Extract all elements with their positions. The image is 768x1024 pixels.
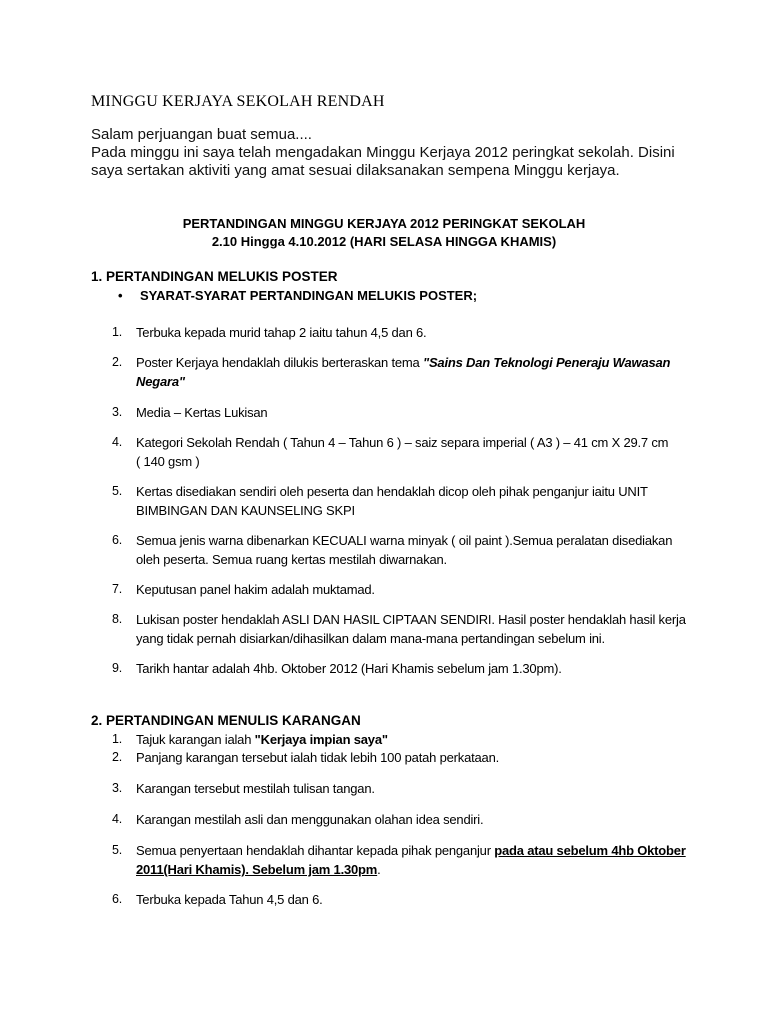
item-text: Terbuka kepada Tahun 4,5 dan 6. [136,892,323,907]
item-text: Lukisan poster hendaklah ASLI DAN HASIL CIPTAAN SENDIRI. Hasil poster hendaklah hasil kerja [136,612,686,627]
item-number: 2. [112,750,123,764]
item-number: 3. [112,781,123,795]
theme-text: "Sains Dan Teknologi Peneraju Wawasan [423,355,671,370]
section-1-bullet [118,288,477,303]
item-text: Media – Kertas Lukisan [136,405,268,420]
section-2-title: 2. PERTANDINGAN MENULIS KARANGAN [91,713,361,728]
item-number: 9. [112,661,123,675]
item-number: 1. [112,325,123,339]
item-number: 5. [112,843,123,857]
item-text: Poster Kerjaya hendaklah dilukis berteraskan tema [136,355,423,370]
item-text: Karangan mestilah asli dan menggunakan olahan idea sendiri. [136,812,484,827]
item-number: 4. [112,812,123,826]
item-text: Keputusan panel hakim adalah muktamad. [136,582,375,597]
item-text: Tarikh hantar adalah 4hb. Oktober 2012 (Hari Khamis sebelum jam 1.30pm). [136,661,562,676]
item-number: 5. [112,484,123,498]
item-number: 4. [112,435,123,449]
item-text: ( 140 gsm ) [136,454,200,469]
section-1-title: 1. PERTANDINGAN MELUKIS POSTER [91,269,338,284]
intro-line: Pada minggu ini saya telah mengadakan Minggu Kerjaya 2012 peringkat sekolah. Disini [91,144,675,161]
item-text: Panjang karangan tersebut ialah tidak lebih 100 patah perkataan. [136,750,500,765]
item-number: 7. [112,582,123,596]
item-text: Semua penyertaan hendaklah dihantar kepada pihak penganjur [136,843,495,858]
essay-title: "Kerjaya impian saya" [254,732,388,747]
deadline-text: pada atau sebelum 4hb Oktober [494,843,686,858]
item-text: Kertas disediakan sendiri oleh peserta dan hendaklah dicop oleh pihak penganjur iaitu UNIT [136,484,648,499]
competition-heading: PERTANDINGAN MINGGU KERJAYA 2012 PERINGKAT SEKOLAH [182,216,586,231]
bullet-icon: • [118,288,123,303]
item-text: Karangan tersebut mestilah tulisan tangan. [136,781,375,796]
item-text: oleh peserta. Semua ruang kertas mestilah diwarnakan. [136,552,447,567]
bullet-text: SYARAT-SYARAT PERTANDINGAN MELUKIS POSTER; [140,288,478,303]
item-text: BIMBINGAN DAN KAUNSELING SKPI [136,503,355,518]
item-number: 6. [112,533,123,547]
item-number: 1. [112,732,123,746]
item-number: 3. [112,405,123,419]
document-title: MINGGU KERJAYA SEKOLAH RENDAH [91,93,385,110]
item-number: 6. [112,892,123,906]
competition-dates: 2.10 Hingga 4.10.2012 (HARI SELASA HINGGA KHAMIS) [211,234,557,249]
intro-line: Salam perjuangan buat semua.... [91,126,312,143]
item-text: Kategori Sekolah Rendah ( Tahun 4 – Tahun 6 ) – saiz separa imperial ( A3 ) – 41 cm X 29.7 cm [136,435,669,450]
item-text: . [377,862,381,877]
item-number: 8. [112,612,123,626]
item-number: 2. [112,355,123,369]
intro-paragraph [91,126,691,180]
item-text: Semua jenis warna dibenarkan KECUALI warna minyak ( oil paint ).Semua peralatan disediakan [136,533,673,548]
item-text: yang tidak pernah disiarkan/dihasilkan dalam mana-mana pertandingan sebelum ini. [136,631,605,646]
item-text: Tajuk karangan ialah [136,732,255,747]
item-text: Terbuka kepada murid tahap 2 iaitu tahun 4,5 dan 6. [136,325,427,340]
theme-text: Negara" [136,374,185,389]
deadline-text: 2011(Hari Khamis). Sebelum jam 1.30pm [136,862,378,877]
intro-line: saya sertakan aktiviti yang amat sesuai dilaksanakan sempena Minggu kerjaya. [91,162,620,179]
